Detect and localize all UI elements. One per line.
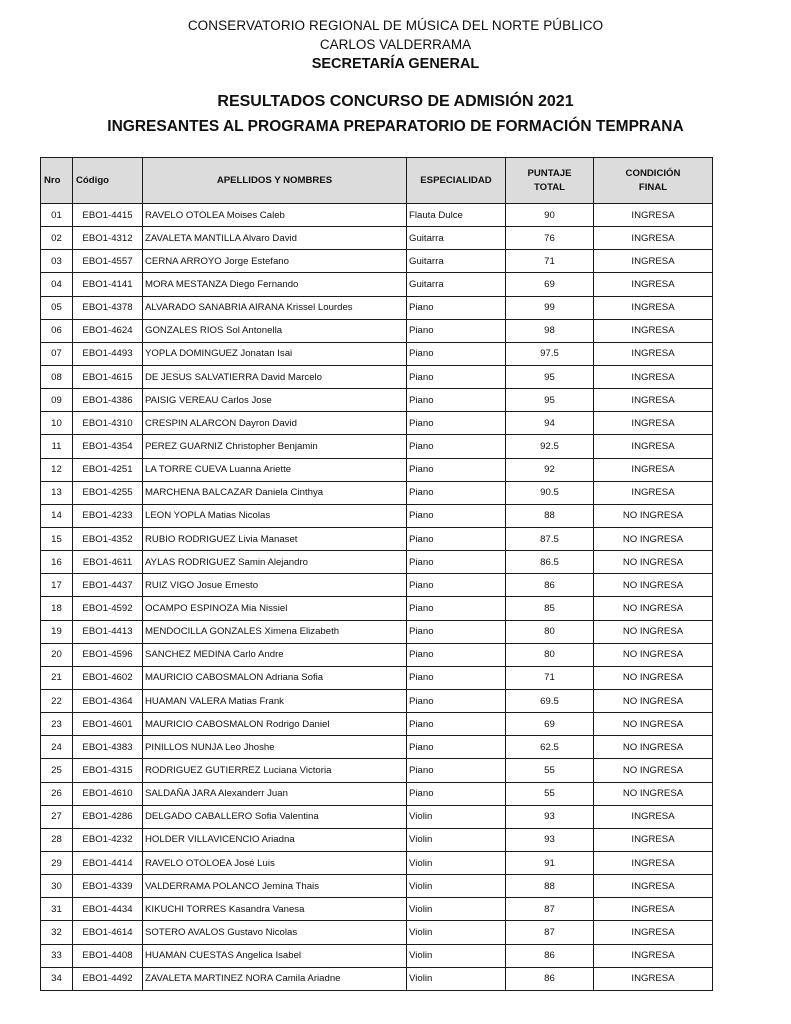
cell-condicion: INGRESA bbox=[594, 365, 713, 388]
cell-especialidad: Piano bbox=[407, 481, 506, 504]
cell-nombre: HOLDER VILLAVICENCIO Ariadna bbox=[143, 828, 407, 851]
cell-nombre: MAURICIO CABOSMALON Rodrigo Daniel bbox=[143, 713, 407, 736]
cell-codigo: EBO1-4408 bbox=[73, 944, 143, 967]
cell-especialidad: Guitarra bbox=[407, 273, 506, 296]
table-row bbox=[41, 504, 713, 527]
table-row bbox=[41, 944, 713, 967]
cell-nombre: RUBIO RODRIGUEZ Livia Manaset bbox=[143, 527, 407, 550]
cell-nro: 33 bbox=[41, 944, 73, 967]
cell-especialidad: Piano bbox=[407, 527, 506, 550]
cell-nombre: MAURICIO CABOSMALON Adriana Sofia bbox=[143, 666, 407, 689]
cell-nombre: CRESPIN ALARCON Dayron David bbox=[143, 412, 407, 435]
cell-especialidad: Piano bbox=[407, 713, 506, 736]
cell-especialidad: Violin bbox=[407, 805, 506, 828]
cell-codigo: EBO1-4493 bbox=[73, 342, 143, 365]
cell-nombre: MORA MESTANZA Diego Fernando bbox=[143, 273, 407, 296]
cell-puntaje: 80 bbox=[506, 643, 594, 666]
cell-nro: 29 bbox=[41, 851, 73, 874]
cell-nombre: DELGADO CABALLERO Sofia Valentina bbox=[143, 805, 407, 828]
cell-codigo: EBO1-4615 bbox=[73, 365, 143, 388]
table-row bbox=[41, 250, 713, 273]
cell-especialidad: Violin bbox=[407, 828, 506, 851]
cell-condicion: NO INGRESA bbox=[594, 643, 713, 666]
cell-condicion: INGRESA bbox=[594, 227, 713, 250]
table-row bbox=[41, 227, 713, 250]
column-header-condicion-line1: CONDICIÓN bbox=[625, 167, 681, 179]
cell-nombre: MARCHENA BALCAZAR Daniela Cinthya bbox=[143, 481, 407, 504]
column-header-nombres: APELLIDOS Y NOMBRES bbox=[143, 158, 407, 204]
cell-puntaje: 69 bbox=[506, 273, 594, 296]
cell-especialidad: Piano bbox=[407, 342, 506, 365]
cell-codigo: EBO1-4592 bbox=[73, 597, 143, 620]
column-header-especialidad: ESPECIALIDAD bbox=[407, 158, 506, 204]
cell-condicion: INGRESA bbox=[594, 805, 713, 828]
cell-puntaje: 95 bbox=[506, 389, 594, 412]
document-subtitle: INGRESANTES AL PROGRAMA PREPARATORIO DE FORMACIÓN TEMPRANA bbox=[107, 118, 684, 135]
cell-nombre: ZAVALETA MARTINEZ NORA Camila Ariadne bbox=[143, 967, 407, 990]
cell-codigo: EBO1-4596 bbox=[73, 643, 143, 666]
cell-puntaje: 76 bbox=[506, 227, 594, 250]
cell-nro: 31 bbox=[41, 898, 73, 921]
table-row bbox=[41, 643, 713, 666]
cell-puntaje: 98 bbox=[506, 319, 594, 342]
column-header-puntaje-line1: PUNTAJE bbox=[527, 167, 572, 179]
cell-especialidad: Piano bbox=[407, 319, 506, 342]
cell-codigo: EBO1-4610 bbox=[73, 782, 143, 805]
table-row bbox=[41, 851, 713, 874]
cell-especialidad: Piano bbox=[407, 458, 506, 481]
table-row bbox=[41, 296, 713, 319]
cell-nombre: ALVARADO SANABRIA AIRANA Krissel Lourdes bbox=[143, 296, 407, 319]
cell-especialidad: Violin bbox=[407, 898, 506, 921]
cell-puntaje: 55 bbox=[506, 782, 594, 805]
cell-codigo: EBO1-4414 bbox=[73, 851, 143, 874]
cell-condicion: NO INGRESA bbox=[594, 504, 713, 527]
cell-codigo: EBO1-4251 bbox=[73, 458, 143, 481]
cell-nombre: ZAVALETA MANTILLA Alvaro David bbox=[143, 227, 407, 250]
cell-condicion: NO INGRESA bbox=[594, 527, 713, 550]
cell-nombre: SALDAÑA JARA Alexanderr Juan bbox=[143, 782, 407, 805]
cell-condicion: INGRESA bbox=[594, 273, 713, 296]
cell-condicion: INGRESA bbox=[594, 944, 713, 967]
table-row bbox=[41, 365, 713, 388]
cell-puntaje: 87 bbox=[506, 898, 594, 921]
cell-condicion: INGRESA bbox=[594, 481, 713, 504]
table-row bbox=[41, 481, 713, 504]
cell-nro: 28 bbox=[41, 828, 73, 851]
table-row bbox=[41, 574, 713, 597]
cell-nro: 17 bbox=[41, 574, 73, 597]
cell-condicion: NO INGRESA bbox=[594, 782, 713, 805]
cell-codigo: EBO1-4141 bbox=[73, 273, 143, 296]
cell-puntaje: 91 bbox=[506, 851, 594, 874]
cell-nombre: MENDOCILLA GONZALES Ximena Elizabeth bbox=[143, 620, 407, 643]
column-header-puntaje bbox=[506, 158, 594, 204]
cell-condicion: NO INGRESA bbox=[594, 620, 713, 643]
column-header-nro: Nro bbox=[41, 158, 73, 204]
cell-nro: 25 bbox=[41, 759, 73, 782]
cell-codigo: EBO1-4255 bbox=[73, 481, 143, 504]
cell-nro: 19 bbox=[41, 620, 73, 643]
table-row bbox=[41, 412, 713, 435]
cell-nro: 23 bbox=[41, 713, 73, 736]
cell-puntaje: 80 bbox=[506, 620, 594, 643]
cell-codigo: EBO1-4339 bbox=[73, 875, 143, 898]
cell-nombre: GONZALES RIOS Sol Antonella bbox=[143, 319, 407, 342]
cell-puntaje: 99 bbox=[506, 296, 594, 319]
cell-condicion: NO INGRESA bbox=[594, 666, 713, 689]
cell-nro: 09 bbox=[41, 389, 73, 412]
cell-nro: 12 bbox=[41, 458, 73, 481]
cell-nro: 02 bbox=[41, 227, 73, 250]
cell-codigo: EBO1-4602 bbox=[73, 666, 143, 689]
cell-nombre: AYLAS RODRIGUEZ Samin Alejandro bbox=[143, 551, 407, 574]
cell-nro: 27 bbox=[41, 805, 73, 828]
cell-condicion: INGRESA bbox=[594, 412, 713, 435]
cell-puntaje: 97.5 bbox=[506, 342, 594, 365]
cell-especialidad: Piano bbox=[407, 389, 506, 412]
cell-puntaje: 86.5 bbox=[506, 551, 594, 574]
institution-subname: CARLOS VALDERRAMA bbox=[319, 37, 472, 52]
table-row bbox=[41, 921, 713, 944]
cell-condicion: INGRESA bbox=[594, 875, 713, 898]
cell-codigo: EBO1-4413 bbox=[73, 620, 143, 643]
cell-puntaje: 55 bbox=[506, 759, 594, 782]
table-row bbox=[41, 666, 713, 689]
table-row bbox=[41, 620, 713, 643]
table-row bbox=[41, 389, 713, 412]
cell-nombre: SANCHEZ MEDINA Carlo Andre bbox=[143, 643, 407, 666]
cell-codigo: EBO1-4383 bbox=[73, 736, 143, 759]
cell-especialidad: Guitarra bbox=[407, 250, 506, 273]
table-row bbox=[41, 736, 713, 759]
cell-nombre: CERNA ARROYO Jorge Estefano bbox=[143, 250, 407, 273]
cell-nombre: PINILLOS NUNJA Leo Jhoshe bbox=[143, 736, 407, 759]
cell-puntaje: 69 bbox=[506, 713, 594, 736]
cell-nombre: RUIZ VIGO Josue Ernesto bbox=[143, 574, 407, 597]
cell-especialidad: Piano bbox=[407, 736, 506, 759]
cell-codigo: EBO1-4624 bbox=[73, 319, 143, 342]
cell-nombre: RODRIGUEZ GUTIERREZ Luciana Victoria bbox=[143, 759, 407, 782]
cell-nro: 06 bbox=[41, 319, 73, 342]
cell-codigo: EBO1-4315 bbox=[73, 759, 143, 782]
cell-especialidad: Violin bbox=[407, 967, 506, 990]
cell-especialidad: Violin bbox=[407, 921, 506, 944]
cell-puntaje: 71 bbox=[506, 666, 594, 689]
cell-nro: 21 bbox=[41, 666, 73, 689]
cell-puntaje: 85 bbox=[506, 597, 594, 620]
cell-nro: 11 bbox=[41, 435, 73, 458]
cell-nro: 04 bbox=[41, 273, 73, 296]
cell-puntaje: 86 bbox=[506, 967, 594, 990]
cell-nombre: PAISIG VEREAU Carlos Jose bbox=[143, 389, 407, 412]
cell-especialidad: Piano bbox=[407, 365, 506, 388]
table-row bbox=[41, 782, 713, 805]
cell-nro: 18 bbox=[41, 597, 73, 620]
cell-especialidad: Piano bbox=[407, 597, 506, 620]
cell-codigo: EBO1-4557 bbox=[73, 250, 143, 273]
cell-puntaje: 69.5 bbox=[506, 689, 594, 712]
table-row bbox=[41, 759, 713, 782]
cell-puntaje: 88 bbox=[506, 875, 594, 898]
table-row bbox=[41, 527, 713, 550]
cell-condicion: NO INGRESA bbox=[594, 736, 713, 759]
cell-condicion: NO INGRESA bbox=[594, 597, 713, 620]
column-header-codigo: Código bbox=[73, 158, 143, 204]
institution-name: CONSERVATORIO REGIONAL DE MÚSICA DEL NORTE PÚBLICO bbox=[187, 18, 604, 33]
cell-condicion: INGRESA bbox=[594, 342, 713, 365]
cell-condicion: INGRESA bbox=[594, 851, 713, 874]
cell-codigo: EBO1-4310 bbox=[73, 412, 143, 435]
cell-condicion: INGRESA bbox=[594, 458, 713, 481]
cell-codigo: EBO1-4434 bbox=[73, 898, 143, 921]
cell-puntaje: 86 bbox=[506, 944, 594, 967]
cell-nombre: LA TORRE CUEVA Luanna Ariette bbox=[143, 458, 407, 481]
cell-especialidad: Piano bbox=[407, 504, 506, 527]
cell-especialidad: Piano bbox=[407, 643, 506, 666]
cell-nombre: HUAMAN CUESTAS Angelica Isabel bbox=[143, 944, 407, 967]
cell-codigo: EBO1-4232 bbox=[73, 828, 143, 851]
table-row bbox=[41, 435, 713, 458]
cell-nro: 05 bbox=[41, 296, 73, 319]
cell-nro: 20 bbox=[41, 643, 73, 666]
cell-puntaje: 88 bbox=[506, 504, 594, 527]
table-row bbox=[41, 828, 713, 851]
cell-nro: 16 bbox=[41, 551, 73, 574]
cell-codigo: EBO1-4312 bbox=[73, 227, 143, 250]
cell-puntaje: 93 bbox=[506, 805, 594, 828]
cell-puntaje: 86 bbox=[506, 574, 594, 597]
cell-codigo: EBO1-4364 bbox=[73, 689, 143, 712]
cell-nro: 32 bbox=[41, 921, 73, 944]
cell-puntaje: 90 bbox=[506, 204, 594, 227]
cell-codigo: EBO1-4611 bbox=[73, 551, 143, 574]
cell-codigo: EBO1-4437 bbox=[73, 574, 143, 597]
table-row bbox=[41, 319, 713, 342]
cell-puntaje: 71 bbox=[506, 250, 594, 273]
cell-especialidad: Piano bbox=[407, 782, 506, 805]
table-row bbox=[41, 805, 713, 828]
table-row bbox=[41, 875, 713, 898]
cell-especialidad: Piano bbox=[407, 759, 506, 782]
cell-codigo: EBO1-4386 bbox=[73, 389, 143, 412]
cell-puntaje: 90.5 bbox=[506, 481, 594, 504]
cell-codigo: EBO1-4352 bbox=[73, 527, 143, 550]
cell-condicion: INGRESA bbox=[594, 967, 713, 990]
table-row bbox=[41, 898, 713, 921]
table-row bbox=[41, 273, 713, 296]
cell-nro: 07 bbox=[41, 342, 73, 365]
cell-puntaje: 93 bbox=[506, 828, 594, 851]
cell-condicion: INGRESA bbox=[594, 204, 713, 227]
table-row bbox=[41, 689, 713, 712]
cell-condicion: INGRESA bbox=[594, 296, 713, 319]
cell-especialidad: Piano bbox=[407, 551, 506, 574]
cell-condicion: INGRESA bbox=[594, 828, 713, 851]
cell-nombre: SOTERO AVALOS Gustavo Nicolas bbox=[143, 921, 407, 944]
cell-condicion: NO INGRESA bbox=[594, 551, 713, 574]
cell-puntaje: 95 bbox=[506, 365, 594, 388]
cell-nro: 26 bbox=[41, 782, 73, 805]
table-row bbox=[41, 597, 713, 620]
cell-especialidad: Violin bbox=[407, 875, 506, 898]
cell-nro: 30 bbox=[41, 875, 73, 898]
cell-nombre: DE JESUS SALVATIERRA David Marcelo bbox=[143, 365, 407, 388]
table-row bbox=[41, 713, 713, 736]
table-header-row bbox=[41, 158, 713, 204]
cell-nro: 01 bbox=[41, 204, 73, 227]
cell-especialidad: Piano bbox=[407, 620, 506, 643]
document-title: RESULTADOS CONCURSO DE ADMISIÓN 2021 bbox=[217, 93, 574, 110]
cell-codigo: EBO1-4601 bbox=[73, 713, 143, 736]
table-row bbox=[41, 204, 713, 227]
cell-puntaje: 92.5 bbox=[506, 435, 594, 458]
column-header-condicion bbox=[594, 158, 713, 204]
cell-nro: 03 bbox=[41, 250, 73, 273]
cell-puntaje: 87.5 bbox=[506, 527, 594, 550]
cell-puntaje: 62.5 bbox=[506, 736, 594, 759]
cell-codigo: EBO1-4492 bbox=[73, 967, 143, 990]
table-row bbox=[41, 967, 713, 990]
table-row bbox=[41, 458, 713, 481]
office-name: SECRETARÍA GENERAL bbox=[311, 56, 480, 72]
cell-puntaje: 87 bbox=[506, 921, 594, 944]
cell-condicion: INGRESA bbox=[594, 921, 713, 944]
cell-condicion: INGRESA bbox=[594, 389, 713, 412]
cell-condicion: NO INGRESA bbox=[594, 574, 713, 597]
table-row bbox=[41, 551, 713, 574]
cell-nombre: RAVELO OTOLOEA José Luis bbox=[143, 851, 407, 874]
cell-nombre: KIKUCHI TORRES Kasandra Vanesa bbox=[143, 898, 407, 921]
cell-especialidad: Guitarra bbox=[407, 227, 506, 250]
cell-especialidad: Flauta Dulce bbox=[407, 204, 506, 227]
cell-nombre: OCAMPO ESPINOZA Mia Nissiel bbox=[143, 597, 407, 620]
cell-especialidad: Piano bbox=[407, 412, 506, 435]
cell-puntaje: 92 bbox=[506, 458, 594, 481]
column-header-condicion-line2: FINAL bbox=[638, 181, 668, 193]
results-table bbox=[40, 157, 713, 991]
cell-nombre: RAVELO OTOLEA Moises Caleb bbox=[143, 204, 407, 227]
cell-codigo: EBO1-4354 bbox=[73, 435, 143, 458]
cell-especialidad: Piano bbox=[407, 689, 506, 712]
cell-puntaje: 94 bbox=[506, 412, 594, 435]
cell-codigo: EBO1-4378 bbox=[73, 296, 143, 319]
cell-nro: 08 bbox=[41, 365, 73, 388]
cell-nro: 34 bbox=[41, 967, 73, 990]
table-row bbox=[41, 342, 713, 365]
cell-condicion: NO INGRESA bbox=[594, 713, 713, 736]
cell-especialidad: Piano bbox=[407, 666, 506, 689]
cell-nro: 10 bbox=[41, 412, 73, 435]
cell-nombre: LEON YOPLA Matias Nicolas bbox=[143, 504, 407, 527]
cell-condicion: INGRESA bbox=[594, 250, 713, 273]
cell-nro: 15 bbox=[41, 527, 73, 550]
cell-nro: 14 bbox=[41, 504, 73, 527]
cell-codigo: EBO1-4286 bbox=[73, 805, 143, 828]
column-header-puntaje-line2: TOTAL bbox=[533, 181, 566, 193]
cell-codigo: EBO1-4415 bbox=[73, 204, 143, 227]
cell-nro: 13 bbox=[41, 481, 73, 504]
cell-nombre: YOPLA DOMINGUEZ Jonatan Isai bbox=[143, 342, 407, 365]
cell-condicion: INGRESA bbox=[594, 898, 713, 921]
cell-especialidad: Piano bbox=[407, 435, 506, 458]
cell-condicion: INGRESA bbox=[594, 435, 713, 458]
cell-especialidad: Piano bbox=[407, 574, 506, 597]
cell-nro: 24 bbox=[41, 736, 73, 759]
cell-condicion: NO INGRESA bbox=[594, 759, 713, 782]
cell-codigo: EBO1-4614 bbox=[73, 921, 143, 944]
cell-condicion: INGRESA bbox=[594, 319, 713, 342]
cell-especialidad: Violin bbox=[407, 944, 506, 967]
cell-nro: 22 bbox=[41, 689, 73, 712]
cell-especialidad: Piano bbox=[407, 296, 506, 319]
cell-nombre: VALDERRAMA POLANCO Jemina Thais bbox=[143, 875, 407, 898]
cell-codigo: EBO1-4233 bbox=[73, 504, 143, 527]
cell-condicion: NO INGRESA bbox=[594, 689, 713, 712]
cell-especialidad: Violin bbox=[407, 851, 506, 874]
cell-nombre: PEREZ GUARNIZ Christopher Benjamin bbox=[143, 435, 407, 458]
cell-nombre: HUAMAN VALERA Matias Frank bbox=[143, 689, 407, 712]
